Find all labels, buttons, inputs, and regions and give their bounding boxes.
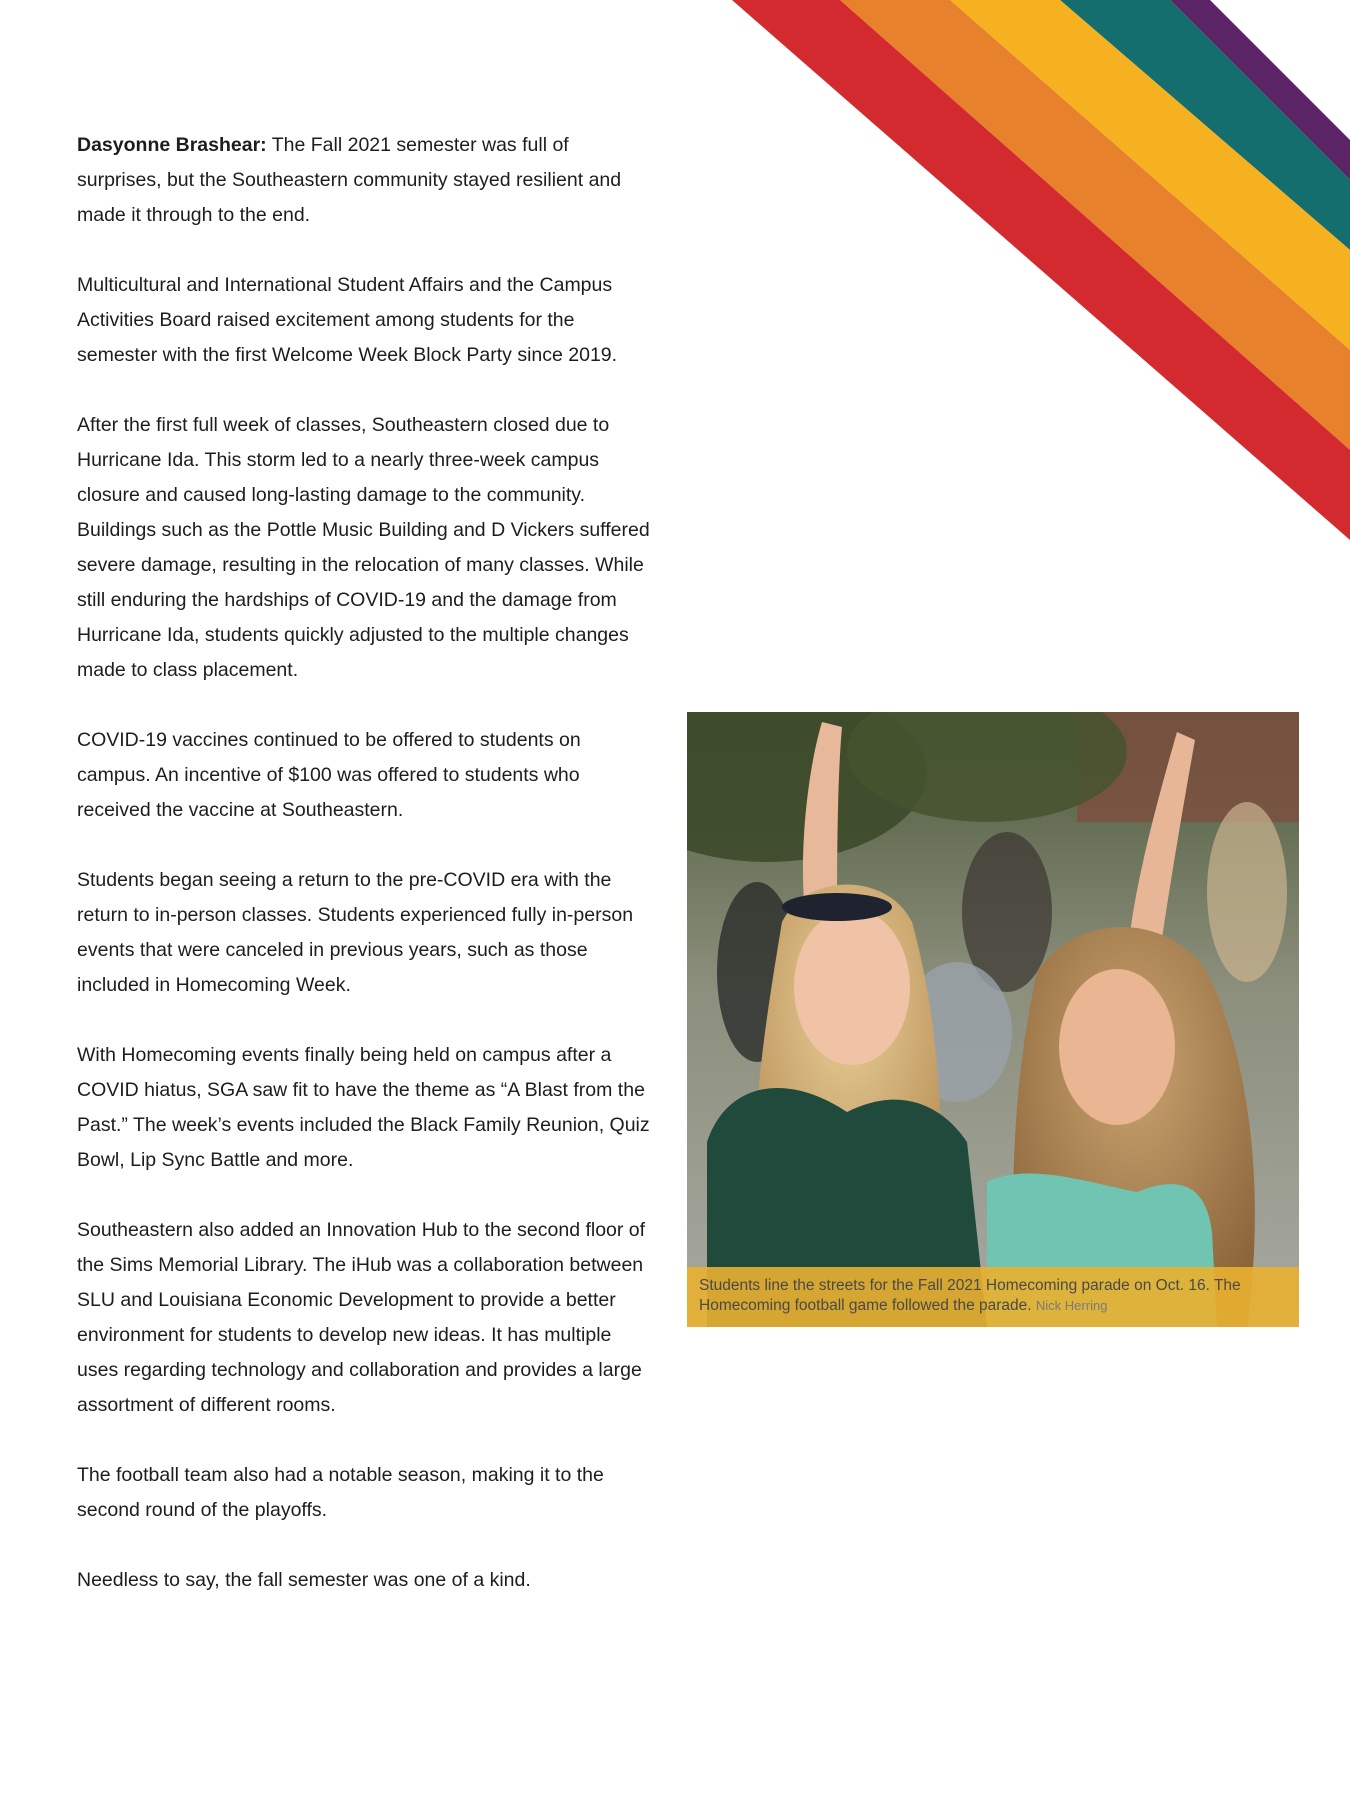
face-left-woman [794,909,910,1065]
photo-caption [687,1267,1299,1327]
face-right-woman [1059,969,1175,1125]
sunglasses-on-head [782,893,892,921]
crowd-figure [1207,802,1287,982]
paragraph-innovation-hub: Southeastern also added an Innovation Hub to the second floor of the Sims Memorial Library. The iHub was a collaboration between SLU and Louisiana Economic Development to provide a better environment for students to develop new ideas. It has multiple uses regarding technology and collaboration and provides a large assortment of different rooms. [77,1219,646,1416]
paragraph-closing: Needless to say, the fall semester was one of a kind. [77,1569,531,1591]
homecoming-photo [687,712,1299,1327]
article-body [77,128,652,1633]
author-byline: Dasyonne Brashear: [77,134,267,156]
paragraph-intro [77,128,652,233]
caption-text: Students line the streets for the Fall 2021 Homecoming parade on Oct. 16. The Homecoming football game followed the parade. [699,1277,1241,1314]
paragraph-block-party: Multicultural and International Student Affairs and the Campus Activities Board raised excitement among students for the semester with the first Welcome Week Block Party since 2019. [77,274,618,366]
paragraph-football: The football team also had a notable season, making it to the second round of the playoffs. [77,1464,604,1521]
paragraph-vaccines: COVID-19 vaccines continued to be offered to students on campus. An incentive of $100 was offered to students who received the vaccine at Southeastern. [77,729,581,821]
photo-credit: Nick Herring [1035,1298,1108,1313]
paragraph-hurricane-ida: After the first full week of classes, Southeastern closed due to Hurricane Ida. This storm led to a nearly three-week campus closure and caused long-lasting damage to the community. Buildings such as the Pottle Music Building and D Vickers suffered severe damage, resulting in the relocation of many classes. While still enduring the hardships of COVID-19 and the damage from Hurricane Ida, students quickly adjusted to the multiple changes made to class placement. [77,414,650,681]
paragraph-homecoming: With Homecoming events finally being held on campus after a COVID hiatus, SGA saw fit to have the theme as “A Blast from the Past.” The week’s events included the Black Family Reunion, Quiz Bowl, Lip Sync Battle and more. [77,1044,650,1171]
paragraph-in-person: Students began seeing a return to the pre-COVID era with the return to in-person classes. Students experienced fully in-person events that were canceled in previous years, such as those included in Homecoming Week. [77,869,634,996]
photo-illustration [687,712,1299,1327]
paragraph-intro-text: The Fall 2021 semester was full of surprises, but the Southeastern community stayed resilient and made it through to the end. [77,134,622,226]
